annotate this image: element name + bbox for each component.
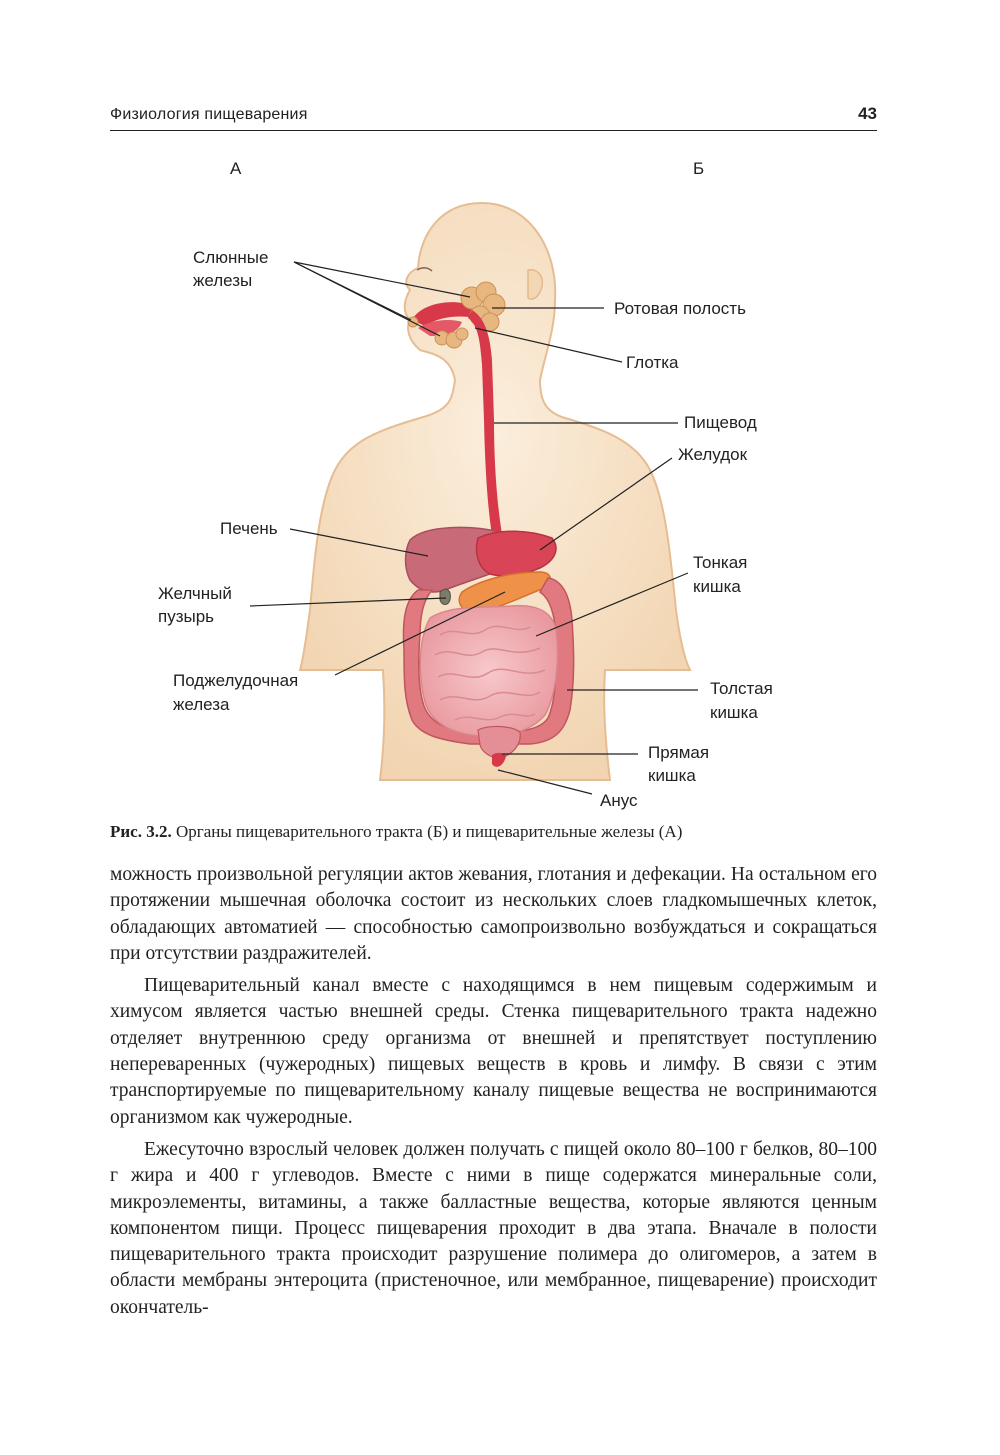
- label-pancreas-1: Поджелудочная: [173, 671, 299, 690]
- digestive-illustration: [0, 140, 1000, 820]
- paragraph-3: Ежесуточно взрослый человек должен получать с пищей около 80–100 г белков, 80–100 г жира и 400 г углеводов. Вместе с ними в пище содержатся минеральные соли, микроэлементы, витамины, а также балластные вещества, которые являются ценным компонентом пищи. Процесс пищеварения проходит в два этапа. Вначале в полости пищеварительного тракта происходит разрушение полимера до олигомеров, а затем в области мембраны энтероцита (пристеночное, или мембранное, пищеварение) происходит окончатель-: [110, 1138, 877, 1318]
- caption-text: Органы пищеварительного тракта (Б) и пищеварительные железы (А): [171, 822, 683, 841]
- label-pharynx: Глотка: [626, 353, 679, 372]
- label-small-intestine-2: кишка: [693, 577, 741, 596]
- figure-caption: [110, 822, 877, 842]
- paragraph-2: Пищеварительный канал вместе с находящимся в нем пищевым содержимым и химусом является частью внешней среды. Стенка пищеварительного тракта надежно отделяет внутреннюю среду организма от внешней и препятствует поступлению непереваренных (чужеродных) пищевых веществ в кровь и лимфу. В связи с этим транспортируемые по пищеварительному каналу пищевые вещества не воспринимаются организмом как чужеродные.: [110, 975, 877, 1128]
- label-anus: Анус: [600, 791, 638, 810]
- label-stomach: Желудок: [678, 445, 748, 464]
- label-salivary-1: Слюнные: [193, 248, 269, 267]
- label-gallbladder-2: пузырь: [158, 607, 215, 626]
- caption-label: Рис. 3.2.: [110, 822, 172, 841]
- label-gallbladder-1: Желчный: [158, 584, 232, 603]
- label-rectum-1: Прямая: [648, 743, 710, 762]
- label-large-intestine-1: Толстая: [710, 679, 773, 698]
- label-small-intestine-1: Тонкая: [693, 553, 748, 572]
- small-intestine-shape: [420, 606, 557, 737]
- label-liver: Печень: [220, 519, 278, 538]
- paragraph-1: можность произвольной регуляции актов жевания, глотания и дефекации. На остальном его протяжении мышечная оболочка состоит из нескольких слоев гладкомышечных клеток, обладающих автоматией — способностью самопроизвольно возбуждаться и сокращаться при отсутствии раздражителей.: [110, 864, 877, 964]
- label-salivary-2: железы: [193, 271, 253, 290]
- panel-b-label: Б: [693, 159, 705, 178]
- label-esophagus: Пищевод: [684, 413, 757, 432]
- page-number: 43: [858, 104, 877, 123]
- panel-a-label: А: [230, 159, 242, 178]
- figure-digestive-system: [0, 140, 1000, 820]
- gallbladder-shape: [440, 589, 450, 604]
- body-text: [110, 862, 877, 1327]
- running-header: [110, 104, 877, 131]
- label-rectum-2: кишка: [648, 766, 696, 785]
- label-pancreas-2: железа: [173, 695, 230, 714]
- running-title: Физиология пищеварения: [110, 106, 308, 123]
- label-large-intestine-2: кишка: [710, 703, 758, 722]
- label-oral-cavity: Ротовая полость: [614, 299, 746, 318]
